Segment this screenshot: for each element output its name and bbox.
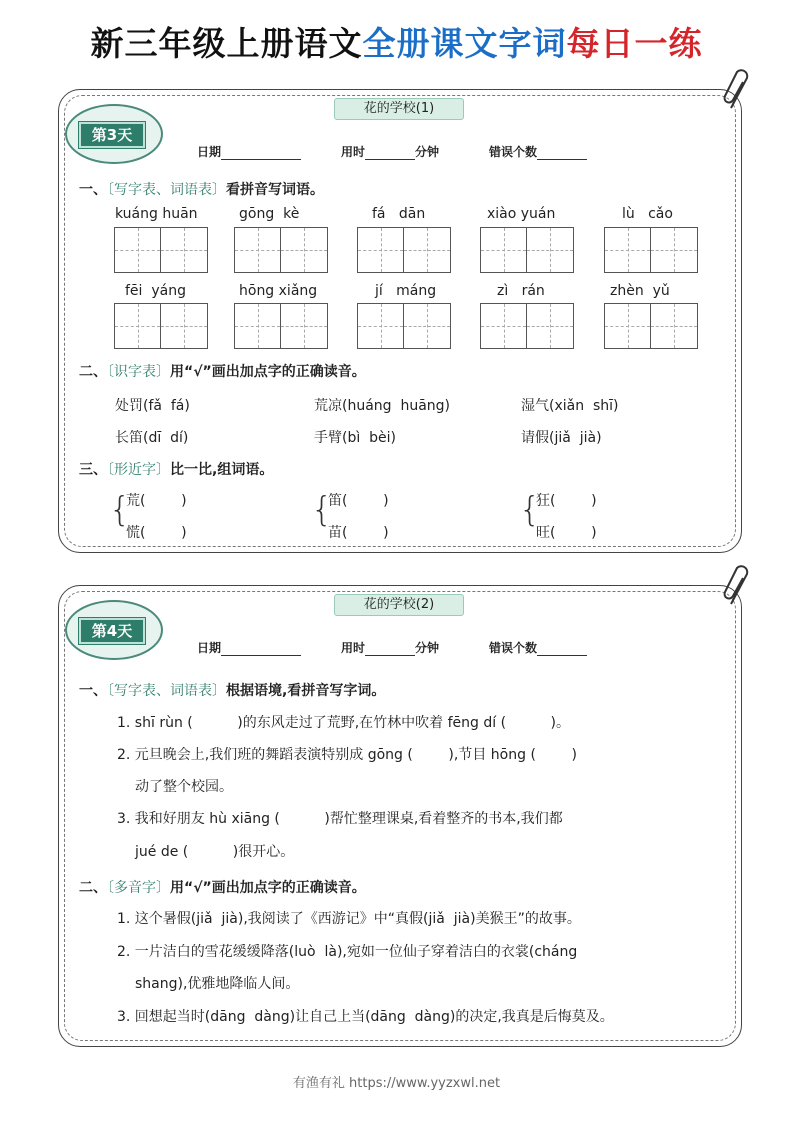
section-1-heading [79,179,324,199]
errors-label: 错误个数 [489,641,538,655]
section-2-heading [79,877,366,897]
question-line: shang),优雅地降临人间。 [135,976,300,992]
reading-item[interactable]: 处罚(fǎ fá) [115,398,190,414]
pinyin-label: gōng kè [239,206,300,222]
compare-item[interactable]: 慌( ) [126,525,187,541]
lesson-title: 花的学校(1) [334,98,464,120]
section-number: 一、 [79,683,107,699]
minutes-label: 分钟 [415,145,440,159]
time-label: 用时 [341,145,366,159]
question-line[interactable]: 1. 这个暑假(jiǎ jià),我阅读了《西游记》中“真假(jiǎ jià)美猴王”的故事。 [117,911,581,927]
reading-item[interactable]: 手臂(bì bèi) [314,430,396,446]
writing-grid[interactable] [357,227,451,273]
section-instruction: 看拼音写词语。 [226,182,324,198]
section-tag: 〔识字表〕 [107,364,170,380]
errors-label: 错误个数 [489,145,538,159]
time-field[interactable] [341,639,439,656]
section-number: 二、 [79,880,107,896]
reading-item[interactable]: 请假(jiǎ jià) [521,430,602,446]
title-part-red: 每日一练 [566,24,703,63]
worksheet-card-day4 [58,585,742,1047]
compare-item[interactable]: 狂( ) [536,493,597,509]
section-tag: 〔写字表、词语表〕 [107,683,226,699]
writing-grid[interactable] [357,303,451,349]
section-number: 二、 [79,364,107,380]
section-instruction: 比一比,组词语。 [170,462,274,478]
pinyin-label: fá dān [372,206,426,222]
errors-field[interactable] [489,143,587,160]
reading-item[interactable]: 荒凉(huáng huāng) [314,398,450,414]
question-line[interactable]: 2. 元旦晚会上,我们班的舞蹈表演特别成 gōng ( ),节目 hōng ( ) [117,747,577,763]
reading-item[interactable]: 长笛(dī dí) [115,430,189,446]
minutes-label: 分钟 [415,641,440,655]
question-line: 动了整个校园。 [135,779,233,795]
section-tag: 〔多音字〕 [107,880,170,896]
paperclip-icon [721,564,755,610]
brace-icon: { [519,490,541,530]
compare-item[interactable]: 荒( ) [126,493,187,509]
writing-grid[interactable] [234,227,328,273]
compare-item[interactable]: 旺( ) [536,525,597,541]
section-instruction: 用“√”画出加点字的正确读音。 [170,364,366,380]
compare-item[interactable]: 笛( ) [328,493,389,509]
brace-icon: { [311,490,333,530]
question-line[interactable]: 1. shī rùn ( )的东风走过了荒野,在竹林中吹着 fēng dí ( )。 [117,715,570,731]
pinyin-label: xiào yuán [487,206,556,222]
pinyin-label: kuáng huān [115,206,198,222]
day-label: 第4天 [79,618,145,644]
pinyin-label: fēi yáng [125,283,186,299]
writing-grid[interactable] [480,303,574,349]
section-1-heading [79,680,385,700]
pinyin-label: zì rán [497,283,545,299]
writing-grid[interactable] [114,303,208,349]
pinyin-label: jí máng [375,283,437,299]
footer-watermark: 有渔有礼 https://www.yyzxwl.net [292,1076,501,1091]
question-line[interactable]: 3. 我和好朋友 hù xiāng ( )帮忙整理课桌,看着整齐的书本,我们都 [117,811,563,827]
section-instruction: 用“√”画出加点字的正确读音。 [170,880,366,896]
title-part-blue: 全册课文字词 [362,24,567,63]
brace-icon: { [109,490,131,530]
writing-grid[interactable] [114,227,208,273]
pinyin-label: zhèn yǔ [610,283,670,299]
errors-field[interactable] [489,639,587,656]
day-badge [65,600,163,660]
writing-grid[interactable] [234,303,328,349]
section-2-heading [79,361,366,381]
date-field[interactable] [197,143,301,160]
paperclip-icon [721,68,755,114]
time-field[interactable] [341,143,439,160]
pinyin-label: hōng xiǎng [239,283,318,299]
page-title [0,18,793,65]
question-line[interactable]: 3. 回想起当时(dāng dàng)让自己上当(dāng dàng)的决定,我真是后悔莫及。 [117,1009,614,1025]
question-line[interactable]: jué de ( )很开心。 [135,844,295,860]
reading-item[interactable]: 湿气(xiǎn shī) [521,398,619,414]
date-label: 日期 [197,145,222,159]
section-tag: 〔形近字〕 [107,462,170,478]
pinyin-label: lù cǎo [622,206,673,222]
date-label: 日期 [197,641,222,655]
section-3-heading [79,459,273,479]
section-number: 三、 [79,462,107,478]
writing-grid[interactable] [604,303,698,349]
time-label: 用时 [341,641,366,655]
day-label: 第3天 [79,122,145,148]
lesson-title: 花的学校(2) [334,594,464,616]
day-badge [65,104,163,164]
writing-grid[interactable] [480,227,574,273]
compare-item[interactable]: 苗( ) [328,525,389,541]
section-number: 一、 [79,182,107,198]
date-field[interactable] [197,639,301,656]
worksheet-card-day3 [58,89,742,553]
section-instruction: 根据语境,看拼音写字词。 [226,683,386,699]
writing-grid[interactable] [604,227,698,273]
question-line[interactable]: 2. 一片洁白的雪花缓缓降落(luò là),宛如一位仙子穿着洁白的衣裳(cháng [117,944,578,960]
section-tag: 〔写字表、词语表〕 [107,182,226,198]
title-part-black: 新三年级上册语文 [90,24,363,63]
